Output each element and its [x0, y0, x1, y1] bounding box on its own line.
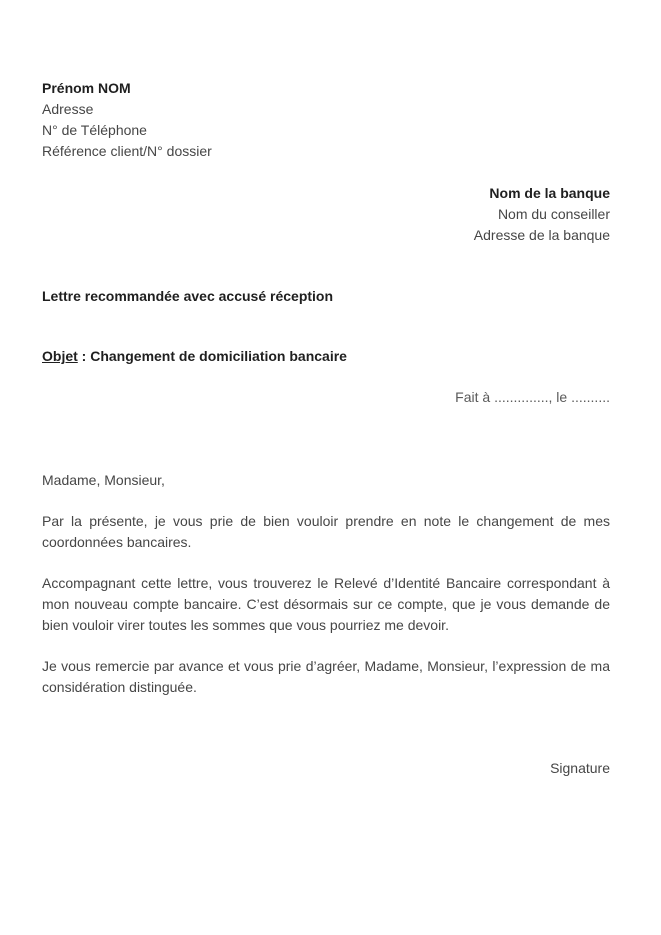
sender-phone: N° de Téléphone: [42, 122, 147, 138]
sender-reference: Référence client/N° dossier: [42, 143, 212, 159]
dateline: Fait à .............., le ..........: [455, 389, 610, 405]
bank-name: Nom de la banque: [489, 185, 610, 201]
subject-separator: :: [77, 348, 91, 364]
recipient-block: [42, 183, 610, 246]
salutation: Madame, Monsieur,: [42, 472, 165, 488]
subject-line: [42, 346, 610, 367]
paragraph-2: Accompagnant cette lettre, vous trouverez le Relevé d’Identité Bancaire correspondant à mon nouveau compte bancaire. C’est désormais sur ce compte, que je vous demande de bien vouloir virer toutes les sommes que vous pourriez me devoir.: [42, 575, 610, 633]
sender-block: [42, 78, 610, 162]
bank-address: Adresse de la banque: [473, 227, 610, 243]
advisor-name: Nom du conseiller: [497, 206, 610, 222]
paragraph-1: Par la présente, je vous prie de bien vouloir prendre en note le changement de mes coordonnées bancaires.: [42, 513, 610, 550]
subject-text: Changement de domiciliation bancaire: [90, 348, 347, 364]
signature-label: Signature: [550, 760, 610, 776]
registered-mail-line: Lettre recommandée avec accusé réception: [42, 288, 334, 304]
sender-address: Adresse: [42, 101, 94, 117]
paragraph-3: Je vous remercie par avance et vous prie d’agréer, Madame, Monsieur, l’expression de ma considération distinguée.: [42, 658, 610, 695]
subject-label: Objet: [42, 348, 78, 364]
sender-name: Prénom NOM: [42, 80, 131, 96]
